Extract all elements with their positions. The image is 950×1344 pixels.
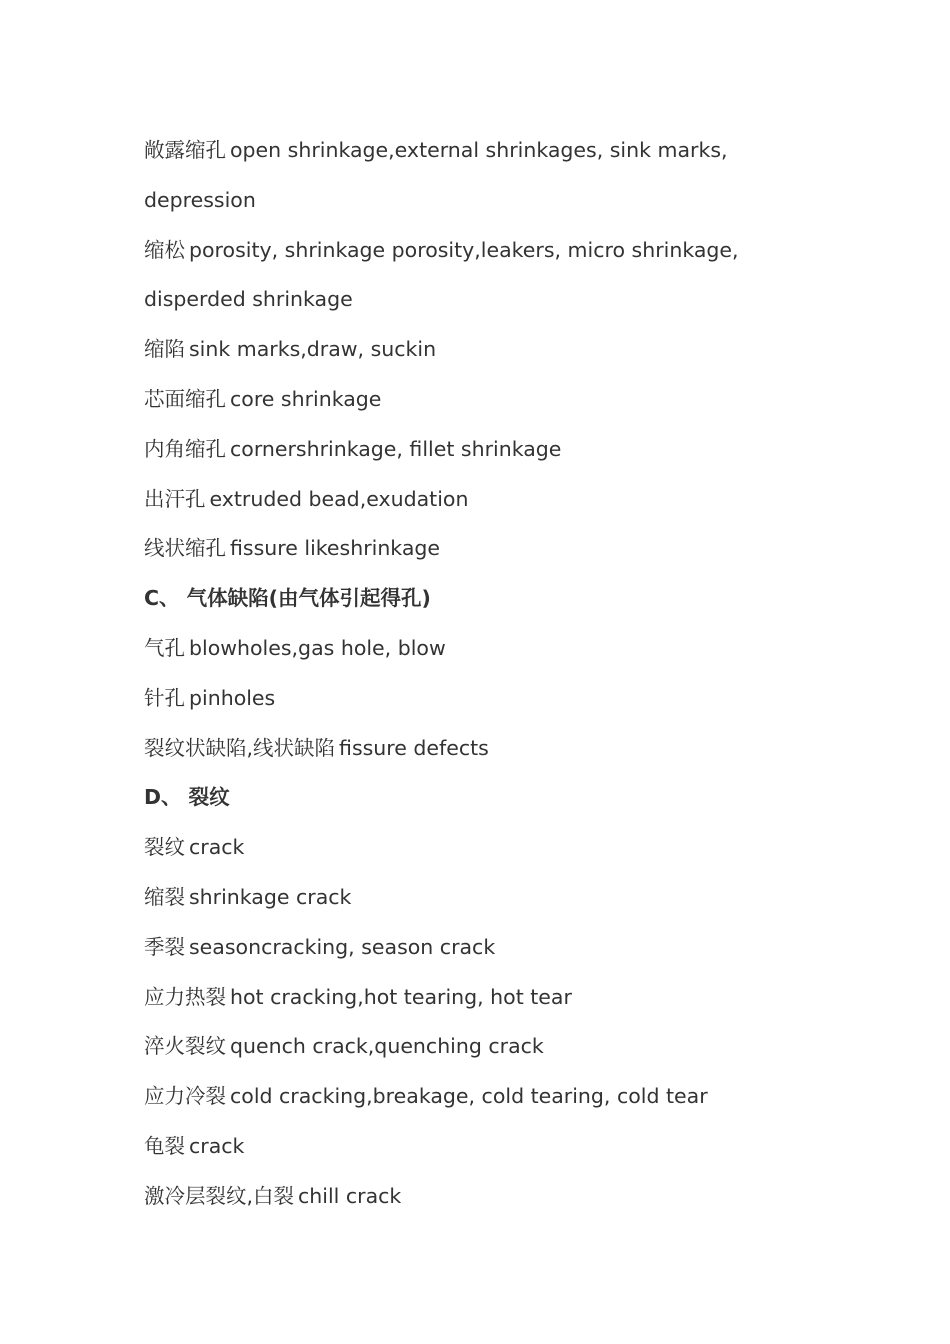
text-line [144,425,844,475]
term-chinese: 出汗孔 [144,486,206,511]
term-english: cornershrinkage, fillet shrinkage [230,436,562,461]
text-line [144,226,844,276]
term-chinese: 激冷层裂纹,白裂 [144,1183,295,1208]
term-chinese: 缩松 [144,237,185,262]
text-line [144,1172,844,1222]
term-chinese: 线状缩孔 [144,536,226,561]
term-chinese: 缩裂 [144,884,185,909]
text-line [144,873,844,923]
text-line [144,1022,844,1072]
term-chinese: 应力冷裂 [144,1084,226,1109]
term-english: disperded shrinkage [144,287,353,312]
text-line [144,524,844,574]
term-english: depression [144,187,256,212]
text-line [144,475,844,525]
text-line [144,325,844,375]
term-english: porosity, shrinkage porosity,leakers, micro shrinkage, [189,237,739,262]
text-line [144,176,844,226]
term-english: blowholes,gas hole, blow [189,635,446,660]
term-english: open shrinkage,external shrinkages, sink marks, [230,138,728,162]
term-english: sink marks,draw, suckin [189,337,437,362]
term-english: shrinkage crack [189,884,352,909]
text-line [144,724,844,774]
term-english: fissure defects [339,735,489,760]
term-english: chill crack [298,1183,402,1208]
document-body [144,126,844,1222]
text-line [144,1122,844,1172]
term-english: hot cracking,hot tearing, hot tear [230,984,572,1009]
term-english: seasoncracking, season crack [189,934,496,959]
term-english: cold cracking,breakage, cold tearing, cold tear [230,1084,708,1109]
text-line [144,624,844,674]
section-heading: D、 裂纹 [144,785,230,810]
text-line [144,823,844,873]
text-line [144,973,844,1023]
term-chinese: 针孔 [144,685,185,710]
term-english: crack [189,1133,245,1158]
term-chinese: 缩陷 [144,337,185,362]
text-line [144,375,844,425]
section-heading: C、 气体缺陷(由气体引起得孔) [144,586,431,611]
term-chinese: 气孔 [144,635,185,660]
term-chinese: 内角缩孔 [144,436,226,461]
text-line [144,674,844,724]
term-chinese: 敞露缩孔 [144,138,226,162]
term-english: extruded bead,exudation [209,486,469,511]
term-chinese: 应力热裂 [144,984,226,1009]
term-english: crack [189,835,245,860]
text-line [144,1072,844,1122]
term-english: quench crack,quenching crack [230,1034,544,1059]
term-chinese: 裂纹 [144,835,185,860]
term-chinese: 龟裂 [144,1133,185,1158]
term-chinese: 淬火裂纹 [144,1034,226,1059]
term-english: fissure likeshrinkage [230,536,441,561]
text-line [144,126,844,176]
term-english: core shrinkage [230,386,382,411]
term-chinese: 芯面缩孔 [144,386,226,411]
text-line [144,923,844,973]
term-chinese: 裂纹状缺陷,线状缺陷 [144,735,336,760]
text-line [144,275,844,325]
term-chinese: 季裂 [144,934,185,959]
term-english: pinholes [189,685,276,710]
